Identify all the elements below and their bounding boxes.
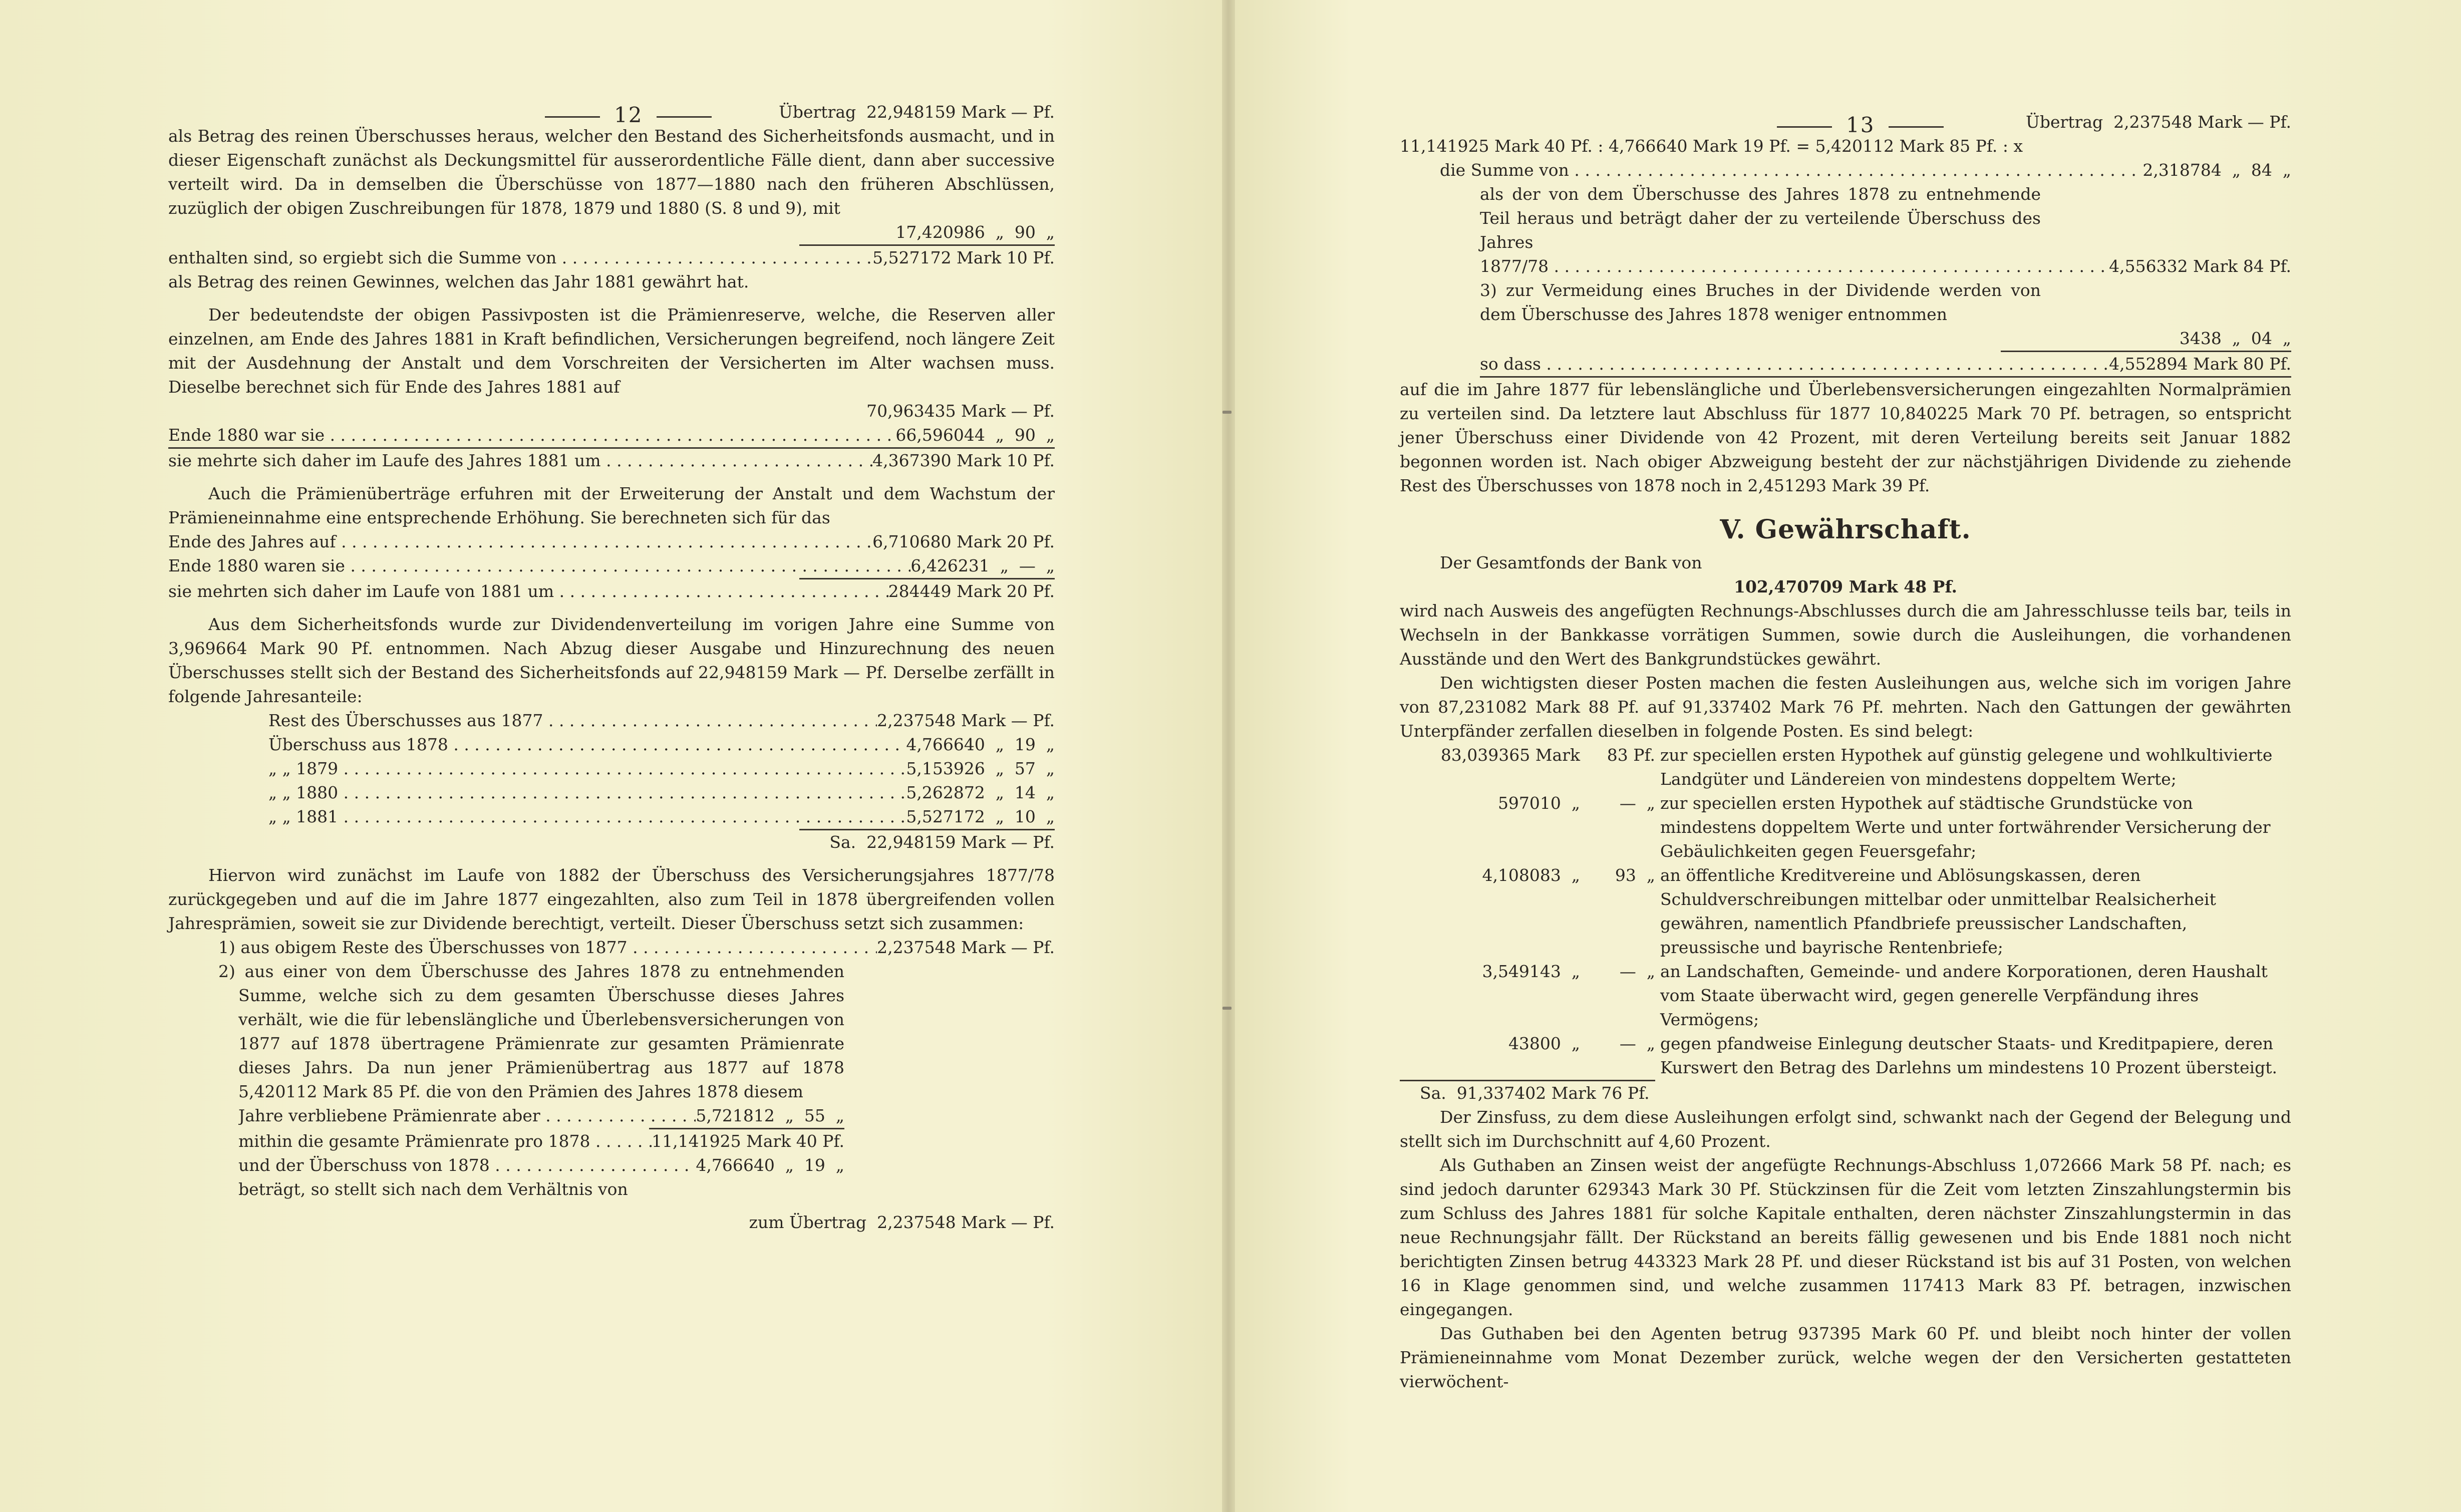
share-label: Rest des Überschusses aus 1877 . . (268, 709, 877, 733)
paragraph: Der Gesamtfonds der Bank von (1440, 553, 1702, 572)
paragraph: Der Zinsfuss, zu dem diese Ausleihungen erfolgt sind, schwankt nach der Gegend der Belegung und stellt sich im Durchschnitt auf 4,60 Prozent. (1400, 1107, 2291, 1151)
carry-out: zum Übertrag 2,237548 Mark — Pf. (749, 1213, 1055, 1232)
amount: 4,367390 Mark 10 Pf. (872, 451, 1055, 470)
amount: 284449 Mark 20 Pf. (888, 581, 1055, 601)
paragraph: als Betrag des reinen Überschusses heraus, welcher den Bestand des Sicherheitsfonds ausmacht, und in dieser Eigenschaft zunächst als Deckungsmittel für ausserordentliche Fälle dient, dann aber successive verteilt wird. Da in demselben die Überschüsse von 1877—1880 nach den früheren Abschlüssen, zuzüglich der obigen Zuschreibungen für 1878, 1879 und 1880 (S. 8 und 9), mit (168, 126, 1055, 218)
loan-row: 4,108083 „ 93 „ an öffentliche Kreditvereine und Ablösungskassen, deren Schuldverschreibungen mittelbar oder unmittelbar Realsicherheit gewähren, namentlich Pfandbriefe preussischer Landschaften, preussische und bayrische Rentenbriefe; (1482, 865, 2216, 957)
amount: 3438 „ 04 „ (2179, 329, 2291, 348)
paragraph: Als Guthaben an Zinsen weist der angefügte Rechnungs-Abschluss 1,072666 Mark 58 Pf. nach; es sind jedoch darunter 629343 Mark 30 Pf. Stückzinsen für die Zeit vom letzten Zinszahlungstermin bis zum Schluss des Jahres 1881 für solche Kapitale enthalten, deren nächster Zinszahlungstermin in das neue Rechnungsjahr fällt. Der Rückstand an bereits fällig gewesenen und bis Ende 1881 noch nicht berichtigten Zinsen betrug 443323 Mark 28 Pf. und dieser Rückstand ist bis auf 31 Posten, von welchen 16 in Klage genommen sind, und welche zusammen 117413 Mark 83 Pf. betragen, inzwischen eingegangen. (1400, 1155, 2291, 1319)
paragraph: wird nach Ausweis des angefügten Rechnungs-Abschlusses durch die am Jahresschlusse teils bar, teils in Wechseln in der Bankkasse vorrätigen Summen, sowie durch die Ausleihungen, die vorhandenen Ausstände und den Wert des Bankgrundstückes gewährt. (1400, 601, 2291, 669)
amount: 5,721812 „ 55 „ (696, 1106, 844, 1125)
line-label: Ende 1880 war sie . . (168, 423, 895, 447)
page-number-left: 12 (531, 103, 726, 127)
gutter (1222, 0, 1235, 1512)
paragraph: auf die im Jahre 1877 für lebenslängliche und Überlebensversicherungen eingezahlten Normalprämien zu verteilen sind. Da letztere laut Abschluss für 1877 10,840225 Mark 70 Pf. betragen, so entspricht jener Überschuss einer Dividende von 42 Prozent, mit deren Verteilung bereits seit Januar 1882 begonnen worden ist. Nach obiger Abzweigung besteht der zur nächstjährigen Dividende zu ziehende Rest des Überschusses von 1878 noch in 2,451293 Mark 39 Pf. (1400, 380, 2291, 495)
loan-row: 597010 „ — „ zur speciellen ersten Hypothek auf städtische Grundstücke von mindestens doppeltem Werte und unter fortwährender Versicherung der Gebäulichkeiten gegen Feuersgefahr; (1497, 793, 2271, 861)
sum: Sa. 22,948159 Mark — Pf. (829, 832, 1055, 852)
right-page-text (1400, 110, 2291, 1394)
line-label: Ende des Jahres auf . . (168, 530, 872, 554)
amount: 17,420986 „ 90 „ (895, 222, 1055, 242)
share-amount: 4,766640 „ 19 „ (906, 735, 1055, 754)
paragraph: Das Guthaben bei den Agenten betrug 937395 Mark 60 Pf. und bleibt noch hinter der vollen Prämieneinnahme vom Monat Dezember zurück, welche wegen der den Versicherten gestatteten vierwöchent- (1400, 1324, 2291, 1391)
share-amount: 2,237548 Mark — Pf. (877, 711, 1055, 730)
paragraph: beträgt, so stellt sich nach dem Verhältnis von (238, 1179, 628, 1199)
line-label: so dass . . (1480, 352, 2109, 376)
share-amount: 5,527172 „ 10 „ (906, 807, 1055, 826)
amount: 4,766640 „ 19 „ (696, 1155, 844, 1175)
paragraph: Der bedeutendste der obigen Passivposten ist die Prämienreserve, welche, die Reserven aller einzelnen, am Ende des Jahres 1881 in Kraft befindlichen, Versicherungen begreifend, noch längere Zeit mit der Ausdehnung der Anstalt und dem Vorschreiten der Versicherten im Alter wachsen muss. Dieselbe berechnet sich für Ende des Jahres 1881 auf (168, 305, 1055, 397)
line-label: 1877/78 . . (1480, 254, 2109, 278)
section-heading: V. Gewährschaft. (1720, 514, 1971, 545)
amount: 2,318784 „ 84 „ (2142, 160, 2291, 180)
line-label: 1) aus obigem Reste des Überschusses von 1877 . . (218, 936, 877, 960)
paragraph: Auch die Prämienüberträge erfuhren mit der Erweiterung der Anstalt und dem Wachstum der Prämieneinnahme eine entsprechende Erhöhung. Sie berechneten sich für das (168, 484, 1055, 527)
paragraph: als Betrag des reinen Gewinnes, welchen das Jahr 1881 gewährt hat. (168, 272, 749, 291)
paragraph: Hiervon wird zunächst im Laufe von 1882 der Überschuss des Versicherungsjahres 1877/78 zurückgegeben und auf die im Jahre 1877 eingezahlten, also zum Teil in 1878 übergreifenden vollen Jahresprämien, soweit sie zur Dividende berechtigt, verteilt. Dieser Überschuss setzt sich zusammen: (168, 865, 1055, 933)
loan-row: 83,039365 Mark 83 Pf. zur speciellen ersten Hypothek auf günstig gelegene und wohlkultivierte Landgüter und Ländereien von mindestens doppeltem Werte; (1440, 745, 2273, 789)
equation: 11,141925 Mark 40 Pf. : 4,766640 Mark 19 Pf. = 5,420112 Mark 85 Pf. : x (1400, 136, 2023, 156)
share-label: Überschuss aus 1878 . . (268, 733, 906, 757)
left-page-text (168, 100, 1055, 1235)
paragraph: Den wichtigsten dieser Posten machen die festen Ausleihungen aus, welche sich im vorigen Jahre von 87,231082 Mark 88 Pf. auf 91,337402 Mark 76 Pf. mehrten. Nach den Gattungen der gewährten Unterpfänder zerfallen dieselben in folgende Posten. Es sind belegt: (1400, 673, 2291, 741)
amount: 4,556332 Mark 84 Pf. (2109, 256, 2291, 276)
line-label: und der Überschuss von 1878 . . (238, 1153, 696, 1177)
share-amount: 5,153926 „ 57 „ (906, 759, 1055, 778)
binding-thread (1222, 411, 1232, 414)
amount: 6,710680 Mark 20 Pf. (872, 532, 1055, 551)
line-label: mithin die gesamte Prämienrate pro 1878 . . (238, 1129, 652, 1153)
share-label: „ „ 1879 . . (268, 757, 906, 781)
loans-table (1400, 743, 2291, 1080)
line-label: sie mehrte sich daher im Laufe des Jahres 1881 um . . (168, 449, 872, 473)
total-fund-amount: 102,470709 Mark 48 Pf. (1733, 577, 1957, 596)
paragraph: 3) zur Vermeidung eines Bruches in der Dividende werden von dem Überschusse des Jahres 1878 weniger entnommen (1480, 280, 2041, 324)
amount: 66,596044 „ 90 „ (895, 425, 1055, 445)
paragraph: 2) aus einer von dem Überschusse des Jahres 1878 zu entnehmenden Summe, welche sich zu dem gesamten Überschusse dieses Jahres verhält, wie die für lebenslängliche und Überlebensversicherungen von 1877 auf 1878 übertragene Prämienrate zur gesamten Prämienrate dieses Jahrs. Da nun jener Prämienübertrag aus 1877 auf 1878 5,420112 Mark 85 Pf. die von den Prämien des Jahres 1878 diesem (218, 962, 844, 1101)
line-label: enthalten sind, so ergiebt sich die Summe von . . (168, 246, 872, 270)
loan-row: 3,549143 „ — „ an Landschaften, Gemeinde- und andere Korporationen, deren Haushalt vom Staate überwacht wird, gegen generelle Verpfändung ihres Vermögens; (1482, 962, 2268, 1029)
paragraph: als der von dem Überschusse des Jahres 1878 zu entnehmende Teil heraus und beträgt daher der zu verteilende Überschuss des Jahres (1480, 184, 2041, 252)
shares-table (168, 709, 1055, 829)
loan-row: 43800 „ — „ gegen pfandweise Einlegung deutscher Staats- und Kreditpapiere, deren Kurswert den Betrag des Darlehns um mindestens 10 Prozent übersteigt. (1508, 1034, 2277, 1077)
binding-thread (1222, 1007, 1232, 1010)
paragraph: Aus dem Sicherheitsfonds wurde zur Dividendenverteilung im vorigen Jahre eine Summe von 3,969664 Mark 90 Pf. entnommen. Nach Abzug dieser Ausgabe und Hinzurechnung des neuen Überschusses stellt sich der Bestand des Sicherheitsfonds auf 22,948159 Mark — Pf. Derselbe zerfällt in folgende Jahresanteile: (168, 615, 1055, 706)
line-label: Jahre verbliebene Prämienrate aber . . (238, 1104, 696, 1128)
share-label: „ „ 1880 . . (268, 781, 906, 805)
amount: 2,237548 Mark — Pf. (877, 938, 1055, 957)
amount: 70,963435 Mark — Pf. (866, 401, 1055, 421)
carry-in: Übertrag 22,948159 Mark — Pf. (779, 102, 1055, 122)
amount: 5,527172 Mark 10 Pf. (872, 248, 1055, 267)
page-number-right: 13 (1763, 113, 1958, 137)
amount: 11,141925 Mark 40 Pf. (652, 1131, 844, 1151)
sum: Sa. 91,337402 Mark 76 Pf. (1420, 1083, 1650, 1103)
amount: 4,552894 Mark 80 Pf. (2109, 354, 2291, 374)
amount: 6,426231 „ — „ (910, 556, 1055, 575)
line-label: sie mehrten sich daher im Laufe von 1881 um . . (168, 579, 888, 603)
share-label: „ „ 1881 . . (268, 805, 906, 829)
line-label: Ende 1880 waren sie . . (168, 554, 910, 578)
carry-in: Übertrag 2,237548 Mark — Pf. (2026, 112, 2291, 132)
line-label: die Summe von . . (1440, 158, 2142, 182)
share-amount: 5,262872 „ 14 „ (906, 783, 1055, 802)
